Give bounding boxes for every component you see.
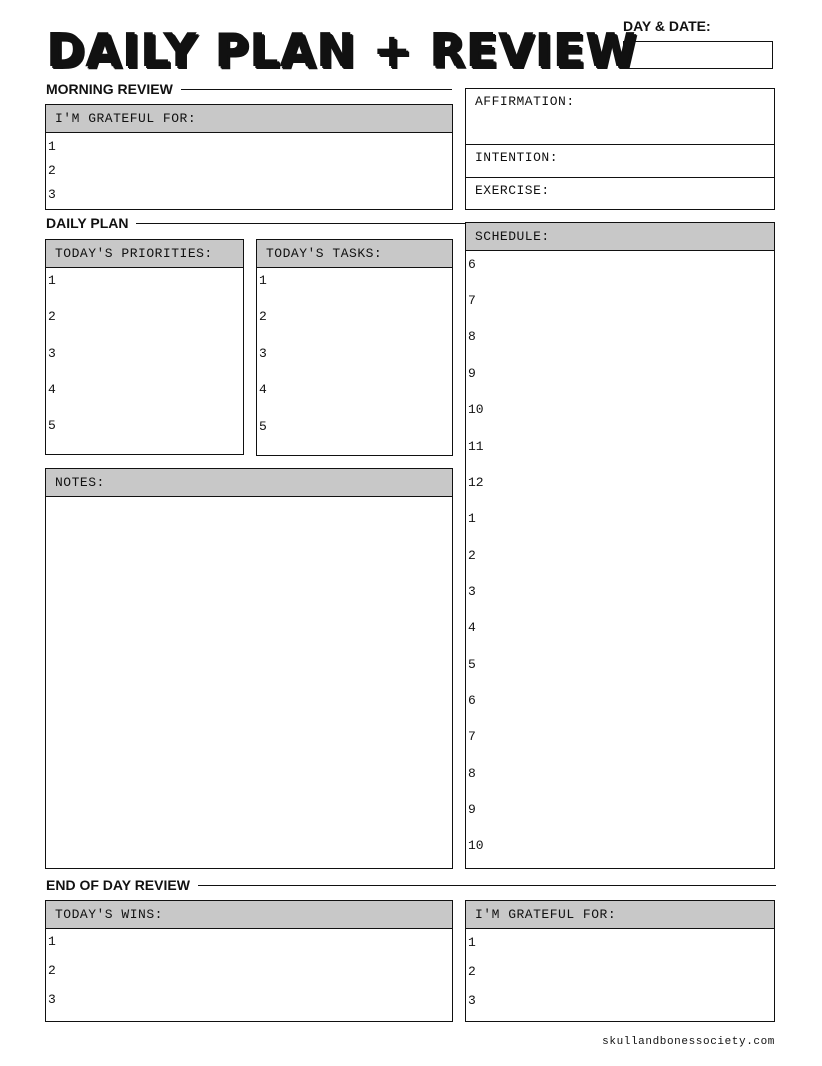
list-item: 1 [48, 139, 56, 154]
schedule-hour: 9 [468, 802, 476, 817]
list-item: 2 [468, 964, 476, 979]
footer-website: skullandbonessociety.com [602, 1036, 775, 1048]
priorities-box[interactable] [45, 239, 244, 455]
list-item: 1 [468, 935, 476, 950]
schedule-hour: 3 [468, 584, 476, 599]
end-of-day-heading: END OF DAY REVIEW [46, 876, 776, 894]
tasks-box[interactable] [256, 239, 453, 456]
day-date-field[interactable] [623, 41, 773, 69]
notes-box[interactable] [45, 468, 453, 869]
list-item: 2 [48, 309, 56, 324]
schedule-hour: 12 [468, 475, 484, 490]
morning-right-panel [465, 88, 775, 210]
schedule-hour: 4 [468, 620, 476, 635]
list-item: 1 [259, 273, 267, 288]
schedule-hour: 7 [468, 293, 476, 308]
list-item: 1 [48, 273, 56, 288]
list-item: 2 [259, 309, 267, 324]
list-item: 1 [48, 934, 56, 949]
list-item: 5 [259, 419, 267, 434]
list-item: 3 [259, 346, 267, 361]
evening-grateful-box[interactable] [465, 900, 775, 1022]
wins-header: TODAY'S WINS: [46, 901, 452, 929]
morning-review-heading: MORNING REVIEW [46, 80, 452, 98]
intention-label: INTENTION: [475, 150, 559, 165]
exercise-label: EXERCISE: [475, 183, 550, 198]
day-date-label: DAY & DATE: [623, 18, 711, 34]
schedule-hour: 10 [468, 402, 484, 417]
list-item: 4 [48, 382, 56, 397]
notes-header: NOTES: [46, 469, 452, 497]
list-item: 3 [48, 992, 56, 1007]
morning-grateful-box[interactable] [45, 104, 453, 210]
list-item: 3 [48, 187, 56, 202]
exercise-field[interactable] [466, 178, 774, 209]
schedule-hour: 6 [468, 693, 476, 708]
morning-grateful-header: I'M GRATEFUL FOR: [46, 105, 452, 133]
intention-field[interactable] [466, 145, 774, 178]
schedule-hour: 7 [468, 729, 476, 744]
schedule-header: SCHEDULE: [466, 223, 774, 251]
schedule-box[interactable] [465, 222, 775, 869]
affirmation-label: AFFIRMATION: [475, 94, 575, 109]
priorities-header: TODAY'S PRIORITIES: [46, 240, 243, 268]
schedule-hour: 8 [468, 766, 476, 781]
schedule-hour: 5 [468, 657, 476, 672]
list-item: 2 [48, 163, 56, 178]
schedule-hour: 9 [468, 366, 476, 381]
list-item: 5 [48, 418, 56, 433]
affirmation-field[interactable] [466, 89, 774, 145]
list-item: 4 [259, 382, 267, 397]
wins-box[interactable] [45, 900, 453, 1022]
schedule-hour: 2 [468, 548, 476, 563]
schedule-hour: 1 [468, 511, 476, 526]
list-item: 3 [48, 346, 56, 361]
schedule-hour: 8 [468, 329, 476, 344]
tasks-header: TODAY'S TASKS: [257, 240, 452, 268]
schedule-hour: 6 [468, 257, 476, 272]
page-title: DAILY PLAN + REVIEW [46, 23, 637, 77]
evening-grateful-header: I'M GRATEFUL FOR: [466, 901, 774, 929]
schedule-hour: 10 [468, 838, 484, 853]
list-item: 3 [468, 993, 476, 1008]
list-item: 2 [48, 963, 56, 978]
daily-plan-heading: DAILY PLAN [46, 214, 465, 232]
schedule-hour: 11 [468, 439, 484, 454]
